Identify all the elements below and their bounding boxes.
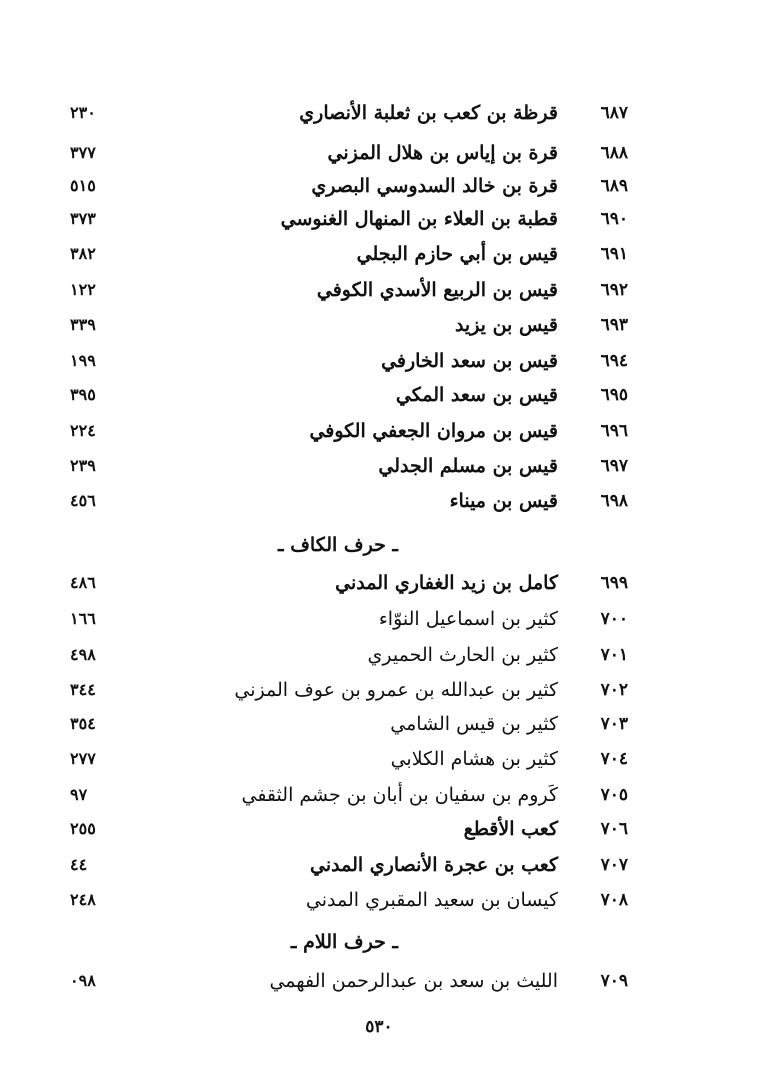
index-entry — [0, 273, 758, 307]
entry-page: ٣٤٤ — [70, 680, 96, 699]
index-entry — [0, 742, 758, 776]
entry-number: ٧٠٥ — [600, 785, 628, 805]
entry-number: ٦٩٣ — [600, 315, 628, 335]
index-entry — [0, 414, 758, 448]
entry-page: ٢٤٨ — [70, 890, 96, 909]
entry-page: ٢٧٧ — [70, 749, 96, 768]
entry-page: ٢٣٩ — [70, 456, 96, 475]
entry-page: ٣٨٢ — [70, 244, 96, 263]
index-entry — [0, 378, 758, 412]
entry-page: ١٦٦ — [70, 609, 96, 628]
entry-page: ٣٧٣ — [70, 209, 96, 228]
section-heading-kaf: ـ حرف الكاف ـ — [278, 534, 398, 556]
entry-number: ٦٩٠ — [600, 209, 628, 229]
entry-name: كيسان بن سعيد المقبري المدني — [305, 889, 558, 911]
entry-name: كثير بن قيس الشامي — [390, 713, 558, 735]
entry-name: قيس بن سعد المكي — [395, 384, 558, 406]
entry-page: ٩٧ — [70, 785, 88, 804]
entry-name: قرة بن إياس بن هلال المزني — [327, 142, 558, 164]
entry-name: قرظة بن كعب بن ثعلبة الأنصاري — [299, 102, 558, 124]
index-entry — [0, 344, 758, 378]
entry-name: قيس بن ميناء — [449, 490, 558, 512]
entry-page: ٢٥٥ — [70, 819, 96, 838]
entry-number: ٧٠٦ — [600, 819, 628, 839]
entry-name: كامل بن زيد الغفاري المدني — [335, 572, 558, 594]
index-entry — [0, 812, 758, 846]
entry-name: كثير بن عبدالله بن عمرو بن عوف المزني — [234, 679, 558, 701]
entry-number: ٦٩٥ — [600, 385, 628, 405]
index-entry — [0, 883, 758, 917]
entry-number: ٧٠٩ — [600, 971, 628, 991]
entry-number: ٦٩٤ — [600, 351, 628, 371]
entry-number: ٦٩١ — [600, 244, 628, 264]
index-entry — [0, 484, 758, 518]
entry-name: كثير بن هشام الكلابي — [390, 748, 558, 770]
index-entry — [0, 308, 758, 342]
entry-number: ٦٩٩ — [600, 573, 628, 593]
page-number: ٥٣٠ — [365, 1017, 393, 1037]
entry-name: قيس بن مروان الجعفي الكوفي — [309, 420, 558, 442]
index-entry — [0, 202, 758, 236]
entry-page: ١٢٢ — [70, 280, 96, 299]
entry-name: كعب بن عجرة الأنصاري المدني — [310, 854, 558, 876]
entry-number: ٦٩٦ — [600, 421, 628, 441]
index-entry — [0, 778, 758, 812]
index-entry — [0, 707, 758, 741]
entry-page: ٤٨٦ — [70, 573, 96, 592]
entry-page: ٢٢٤ — [70, 421, 96, 440]
entry-number: ٧٠٤ — [600, 749, 628, 769]
entry-name: كعب الأقطع — [463, 818, 558, 840]
entry-number: ٦٨٩ — [600, 176, 628, 196]
entry-name: قيس بن أبي حازم البجلي — [356, 243, 558, 265]
section-heading-lam: ـ حرف اللام ـ — [290, 931, 398, 953]
entry-page: ٣٩٥ — [70, 385, 96, 404]
entry-name: كثير بن الحارث الحميري — [367, 644, 558, 666]
entry-name: الليث بن سعد بن عبدالرحمن الفهمي — [269, 970, 558, 992]
entry-page: ٤٤ — [70, 855, 88, 874]
index-entry — [0, 136, 758, 170]
entry-page: ٤٥٦ — [70, 491, 96, 510]
index-entry — [0, 848, 758, 882]
entry-page: ٣٧٧ — [70, 143, 96, 162]
entry-number: ٦٨٧ — [600, 103, 628, 123]
index-entry — [0, 638, 758, 672]
entry-name: قيس بن يزيد — [454, 314, 558, 336]
entry-name: قيس بن الربيع الأسدي الكوفي — [316, 279, 558, 301]
entry-page: ٣٥٤ — [70, 714, 96, 733]
entry-name: قيس بن سعد الخارفي — [381, 350, 558, 372]
entry-page: ٥١٥ — [70, 176, 96, 195]
index-entry — [0, 96, 758, 130]
entry-name: قيس بن مسلم الجدلي — [378, 455, 558, 477]
entry-name: كثير بن اسماعيل النوّاء — [378, 608, 558, 630]
entry-page: ١٩٩ — [70, 351, 96, 370]
index-entry — [0, 449, 758, 483]
index-entry — [0, 964, 758, 998]
entry-number: ٧٠٢ — [600, 680, 628, 700]
entry-page: ٢٣٠ — [70, 103, 96, 122]
entry-name: قرة بن خالد السدوسي البصري — [311, 175, 558, 197]
index-entry — [0, 169, 758, 203]
entry-name: كَروم بن سفيان بن أبان بن جشم الثقفي — [241, 784, 558, 806]
entry-number: ٧٠٣ — [600, 714, 628, 734]
entry-number: ٦٩٢ — [600, 280, 628, 300]
index-entry — [0, 602, 758, 636]
entry-number: ٧٠٧ — [600, 855, 628, 875]
entry-number: ٧٠٨ — [600, 890, 628, 910]
entry-page: ٣٣٩ — [70, 315, 96, 334]
entry-number: ٧٠١ — [600, 645, 628, 665]
index-entry — [0, 673, 758, 707]
entry-page: ٤٩٨ — [70, 645, 96, 664]
entry-name: قطبة بن العلاء بن المنهال الغنوسي — [280, 208, 558, 230]
entry-number: ٧٠٠ — [600, 609, 628, 629]
entry-page: ٠٩٨ — [70, 971, 96, 990]
index-entry — [0, 237, 758, 271]
entry-number: ٦٩٨ — [600, 491, 628, 511]
index-entry — [0, 566, 758, 600]
entry-number: ٦٨٨ — [600, 143, 628, 163]
entry-number: ٦٩٧ — [600, 456, 628, 476]
